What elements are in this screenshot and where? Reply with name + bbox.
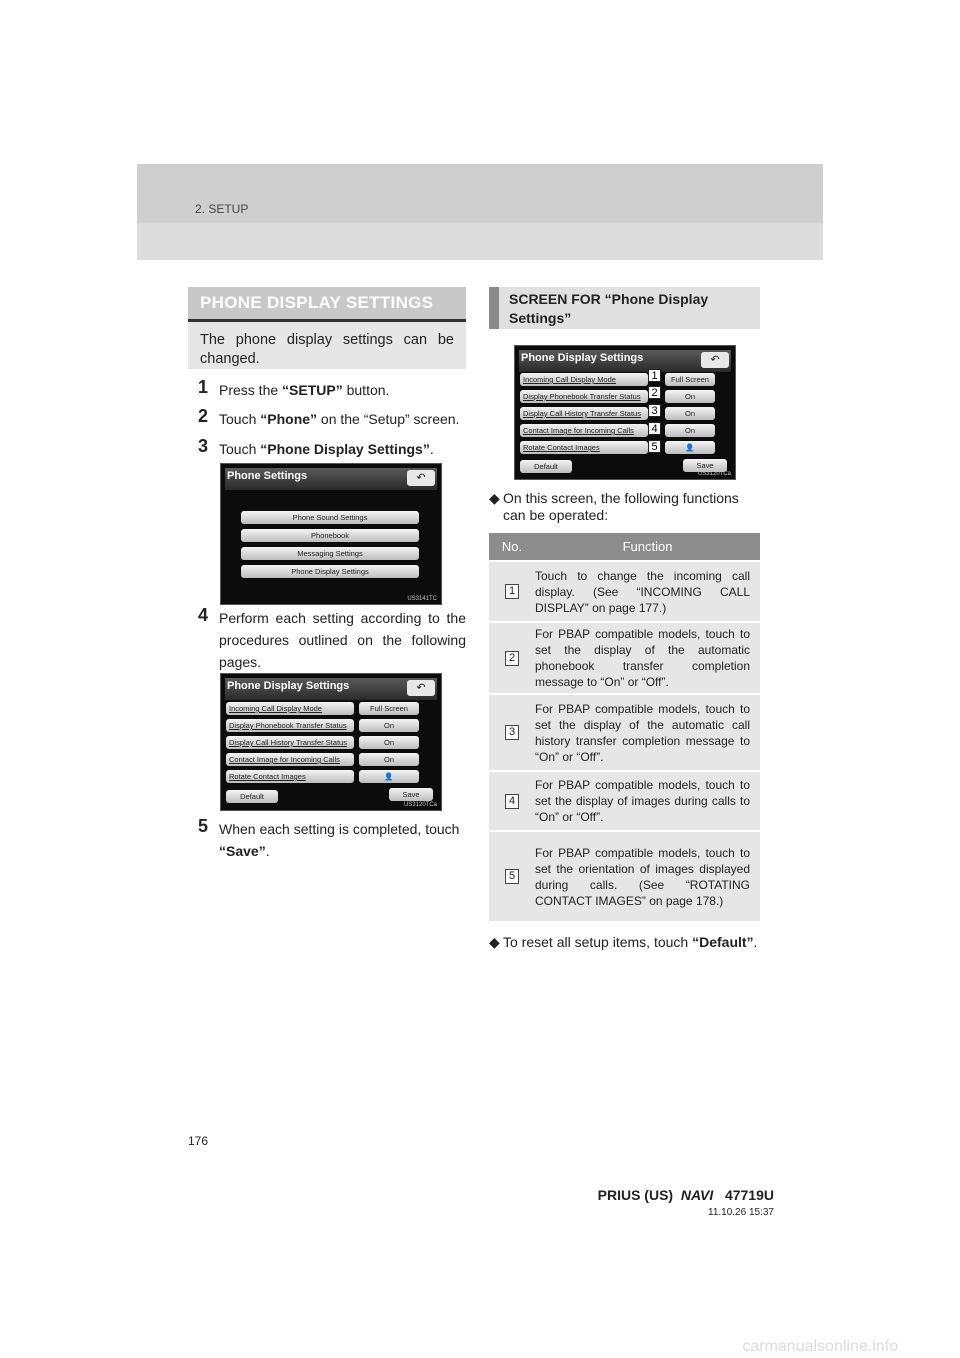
- rotate-contact-images-button[interactable]: Rotate Contact Images: [226, 770, 354, 783]
- bullet-functions-intro: ◆ On this screen, the following functions can be operated:: [489, 490, 739, 523]
- step-number: 4: [198, 605, 209, 625]
- row-function: For PBAP compatible models, touch to set the display of images during calls to “On” or “Off”.: [535, 778, 750, 824]
- table-row: [489, 770, 760, 830]
- person-icon[interactable]: 👤: [359, 770, 419, 783]
- step-text: Press the “SETUP” button.: [219, 382, 390, 398]
- watermark: carmanualsonline.info: [742, 1338, 898, 1355]
- back-icon[interactable]: ↶: [701, 352, 729, 368]
- print-date: 11.10.26 15:37: [708, 1207, 774, 1218]
- phonebook-transfer-status-button[interactable]: Display Phonebook Transfer Status: [226, 719, 354, 732]
- step-number: 5: [198, 816, 209, 836]
- step-5: [198, 818, 466, 862]
- section-label: 2. SETUP: [195, 202, 249, 216]
- step-3: [198, 438, 466, 460]
- table-header: [489, 533, 760, 560]
- model-label: PRIUS (US) NAVI 47719U: [597, 1187, 774, 1203]
- header-function: Function: [622, 539, 673, 554]
- step-text: Touch “Phone Display Settings”.: [219, 441, 434, 457]
- phone-display-settings-screenshot: [220, 673, 442, 811]
- row-number: 4: [505, 794, 519, 809]
- screen-section-title: SCREEN FOR “Phone Display Settings”: [489, 287, 760, 329]
- row-number: 3: [505, 725, 519, 740]
- contact-image-value[interactable]: On: [359, 753, 419, 766]
- phone-display-settings-annotated-screenshot: [514, 345, 736, 480]
- page-number: 176: [188, 1134, 209, 1148]
- screen-title: Phone Settings: [227, 470, 308, 482]
- step-number: 3: [198, 436, 209, 456]
- step-text: Perform each setting according to the procedures outlined on the following pages.: [219, 610, 466, 670]
- full-screen-value[interactable]: Full Screen: [359, 702, 419, 715]
- phone-display-settings-button[interactable]: Phone Display Settings: [241, 565, 419, 578]
- image-code: US3120TCa: [403, 802, 437, 808]
- step-number: 1: [198, 377, 209, 397]
- row-function: For PBAP compatible models, touch to set the display of the automatic phonebook transfer completion message to “On” or “Off”.: [535, 627, 750, 689]
- bullet-default-reset: ◆ To reset all setup items, touch “Default”.: [489, 934, 758, 950]
- default-button[interactable]: Default: [226, 790, 278, 803]
- diamond-bullet-icon: ◆: [489, 490, 500, 506]
- image-code: US3120TCa: [697, 471, 731, 477]
- section-title: PHONE DISPLAY SETTINGS: [188, 287, 466, 319]
- phonebook-button[interactable]: Phonebook: [241, 529, 419, 542]
- row-number: 5: [505, 869, 519, 884]
- step-1: [198, 379, 466, 401]
- step-4: [198, 607, 466, 673]
- callout-marker-2: 2: [648, 386, 661, 399]
- row-function: Touch to change the incoming call display. (See “INCOMING CALL DISPLAY” on page 177.): [535, 568, 750, 615]
- callout-marker-5: 5: [648, 440, 661, 453]
- default-button[interactable]: Default: [520, 460, 572, 473]
- row-function: For PBAP compatible models, touch to set the orientation of images displayed during calls. (See “ROTATING CONTACT IMAGES” on page 178.): [535, 845, 750, 908]
- table-row: [489, 830, 760, 921]
- row-number: 2: [505, 651, 519, 666]
- row-number: 1: [505, 584, 519, 599]
- call-history-transfer-status-button[interactable]: Display Call History Transfer Status: [520, 407, 648, 420]
- contact-image-incoming-calls-button[interactable]: Contact Image for Incoming Calls: [520, 424, 648, 437]
- full-screen-value[interactable]: Full Screen: [665, 373, 715, 386]
- contact-image-incoming-calls-button[interactable]: Contact Image for Incoming Calls: [226, 753, 354, 766]
- call-history-transfer-value[interactable]: On: [359, 736, 419, 749]
- callout-marker-4: 4: [648, 422, 661, 435]
- phonebook-transfer-value[interactable]: On: [359, 719, 419, 732]
- phone-settings-screenshot: [220, 463, 442, 605]
- screen-title: Phone Display Settings: [521, 352, 644, 364]
- incoming-call-display-mode-button[interactable]: Incoming Call Display Mode: [226, 702, 354, 715]
- step-2: [198, 408, 466, 430]
- contact-image-value[interactable]: On: [665, 424, 715, 437]
- header-band: [137, 164, 823, 260]
- rotate-contact-images-button[interactable]: Rotate Contact Images: [520, 441, 648, 454]
- callout-marker-1: 1: [648, 369, 661, 382]
- incoming-call-display-mode-button[interactable]: Incoming Call Display Mode: [520, 373, 648, 386]
- table-row: [489, 560, 760, 621]
- row-function: For PBAP compatible models, touch to set the display of the automatic call history transfer completion message to “On” or “Off”.: [535, 701, 750, 764]
- person-icon[interactable]: 👤: [665, 441, 715, 454]
- back-icon[interactable]: ↶: [407, 680, 435, 696]
- save-button[interactable]: Save: [683, 459, 727, 472]
- callout-marker-3: 3: [648, 404, 661, 417]
- function-table: [489, 533, 760, 921]
- phone-sound-settings-button[interactable]: Phone Sound Settings: [241, 511, 419, 524]
- save-button[interactable]: Save: [389, 788, 433, 801]
- section-intro: The phone display settings can be changed.: [188, 319, 466, 369]
- step-number: 2: [198, 406, 209, 426]
- table-row: [489, 621, 760, 693]
- step-text: Touch “Phone” on the “Setup” screen.: [219, 411, 460, 427]
- table-row: [489, 693, 760, 770]
- messaging-settings-button[interactable]: Messaging Settings: [241, 547, 419, 560]
- step-text: When each setting is completed, touch “Save”.: [219, 821, 460, 859]
- back-icon[interactable]: ↶: [407, 470, 435, 486]
- call-history-transfer-value[interactable]: On: [665, 407, 715, 420]
- phonebook-transfer-status-button[interactable]: Display Phonebook Transfer Status: [520, 390, 648, 403]
- image-code: US3141TC: [407, 596, 437, 602]
- screen-title: Phone Display Settings: [227, 680, 350, 692]
- call-history-transfer-status-button[interactable]: Display Call History Transfer Status: [226, 736, 354, 749]
- diamond-bullet-icon: ◆: [489, 934, 500, 950]
- header-no: No.: [501, 539, 523, 554]
- phonebook-transfer-value[interactable]: On: [665, 390, 715, 403]
